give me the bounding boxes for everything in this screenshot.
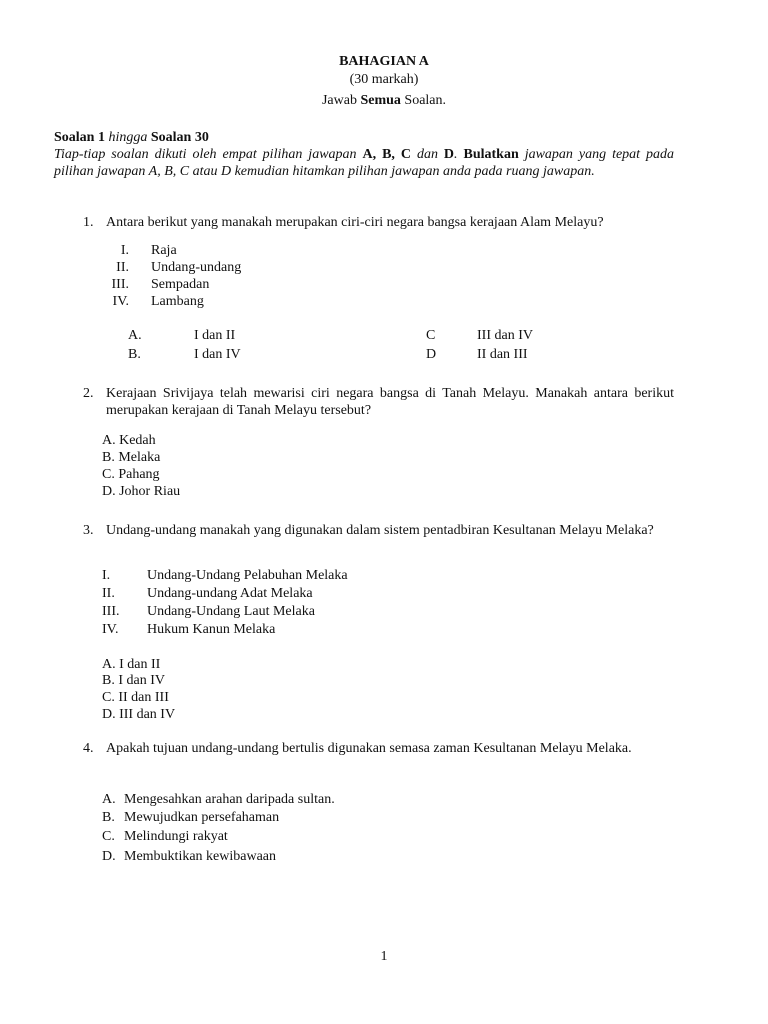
question-range: Soalan 1 hingga Soalan 30 [54,130,209,145]
q1-roman-num: I. [120,243,129,258]
q1-option-text[interactable]: I dan IV [194,347,241,362]
q1-option-letter[interactable]: A. [128,328,142,343]
q3-number: 3. [83,523,94,538]
q3-option[interactable]: A. I dan II [102,657,161,672]
q4-option-text[interactable]: Mengesahkan arahan daripada sultan. [124,792,335,807]
q4-text: Apakah tujuan undang-undang bertulis digunakan semasa zaman Kesultanan Melayu Melaka. [106,741,632,756]
q1-number: 1. [83,215,94,230]
q1-roman-num: IV. [112,294,129,309]
q4-option-letter[interactable]: A. [102,792,116,807]
q4-option-letter[interactable]: B. [102,810,115,825]
q3-text: Undang-undang manakah yang digunakan dalam sistem pentadbiran Kesultanan Melayu Melaka? [106,523,654,538]
q4-option-text[interactable]: Melindungi rakyat [124,829,228,844]
q1-roman-text: Undang-undang [151,260,242,275]
q4-number: 4. [83,741,94,756]
q3-roman-text: Undang-Undang Pelabuhan Melaka [147,568,348,583]
q1-option-text[interactable]: II dan III [477,347,528,362]
q4-option-letter[interactable]: C. [102,829,115,844]
q1-option-letter[interactable]: D [426,347,437,362]
q3-option[interactable]: B. I dan IV [102,673,165,688]
q3-roman-text: Hukum Kanun Melaka [147,622,276,637]
q1-roman-num: II. [116,260,129,275]
q4-option-text[interactable]: Membuktikan kewibawaan [124,849,277,864]
q4-option-text[interactable]: Mewujudkan persefahaman [124,810,280,825]
q4-option-letter[interactable]: D. [102,849,116,864]
page-number: 1 [380,949,388,964]
q2-text: Kerajaan Srivijaya telah mewarisi ciri negara bangsa di Tanah Melayu. Manakah antara berikut merupakan kerajaan di Tanah Melayu tersebut? [106,386,674,418]
q3-roman-num: I. [102,568,111,583]
section-title: BAHAGIAN A [339,54,429,69]
q3-option[interactable]: C. II dan III [102,690,169,705]
q2-option[interactable]: D. Johor Riau [102,484,181,499]
q2-number: 2. [83,386,94,401]
q3-roman-num: IV. [102,622,119,637]
q1-option-letter[interactable]: C [426,328,436,343]
q2-option[interactable]: C. Pahang [102,467,160,482]
q1-roman-text: Raja [151,243,177,258]
q1-option-text[interactable]: III dan IV [477,328,533,343]
q2-option[interactable]: A. Kedah [102,433,156,448]
q1-roman-text: Lambang [151,294,204,309]
q1-text: Antara berikut yang manakah merupakan ciri-ciri negara bangsa kerajaan Alam Melayu? [106,215,604,230]
q3-roman-num: III. [102,604,120,619]
q3-roman-text: Undang-Undang Laut Melaka [147,604,315,619]
q2-option[interactable]: B. Melaka [102,450,161,465]
q3-roman-num: II. [102,586,115,601]
instruction-paragraph: Tiap-tiap soalan dikuti oleh empat pilihan jawapan A, B, C dan D. Bulatkan jawapan yang tepat pada pilihan jawapan A, B, C atau D kemudian hitamkan pilihan jawapan anda pada ruang jawapan. [54,147,675,179]
answer-instruction: Jawab Semua Soalan. [321,93,447,108]
q1-roman-text: Sempadan [151,277,210,292]
q1-option-text[interactable]: I dan II [194,328,236,343]
q1-roman-num: III. [111,277,129,292]
marks-label: (30 markah) [349,72,419,87]
q3-option[interactable]: D. III dan IV [102,707,176,722]
q3-roman-text: Undang-undang Adat Melaka [147,586,313,601]
q1-option-letter[interactable]: B. [128,347,141,362]
